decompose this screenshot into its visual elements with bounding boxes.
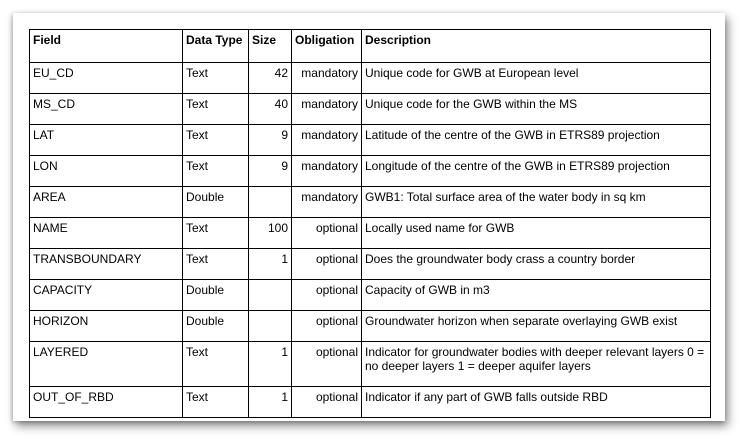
cell-field: OUT_OF_RBD xyxy=(30,387,183,418)
cell-description: Unique code for GWB at European level xyxy=(362,63,711,94)
table-row xyxy=(30,387,711,418)
cell-size: 40 xyxy=(249,94,292,125)
cell-size xyxy=(249,280,292,311)
header-field: Field xyxy=(30,30,183,63)
cell-description: GWB1: Total surface area of the water body in sq km xyxy=(362,187,711,218)
table-row xyxy=(30,63,711,94)
cell-obligation: mandatory xyxy=(292,63,362,94)
cell-obligation: mandatory xyxy=(292,94,362,125)
cell-obligation: optional xyxy=(292,280,362,311)
cell-data-type: Double xyxy=(183,280,249,311)
cell-size xyxy=(249,187,292,218)
cell-obligation: mandatory xyxy=(292,156,362,187)
cell-description: Unique code for the GWB within the MS xyxy=(362,94,711,125)
cell-field: MS_CD xyxy=(30,94,183,125)
header-description: Description xyxy=(362,30,711,63)
cell-obligation: optional xyxy=(292,311,362,342)
cell-field: AREA xyxy=(30,187,183,218)
cell-description: Locally used name for GWB xyxy=(362,218,711,249)
cell-field: NAME xyxy=(30,218,183,249)
cell-data-type: Double xyxy=(183,187,249,218)
cell-description: Groundwater horizon when separate overlaying GWB exist xyxy=(362,311,711,342)
cell-size: 9 xyxy=(249,125,292,156)
cell-description: Indicator if any part of GWB falls outside RBD xyxy=(362,387,711,418)
table-row xyxy=(30,218,711,249)
header-obligation: Obligation xyxy=(292,30,362,63)
table-row xyxy=(30,187,711,218)
cell-description: Does the groundwater body crass a country border xyxy=(362,249,711,280)
cell-description: Longitude of the centre of the GWB in ETRS89 projection xyxy=(362,156,711,187)
cell-data-type: Text xyxy=(183,387,249,418)
table-row xyxy=(30,311,711,342)
cell-size: 1 xyxy=(249,249,292,280)
cell-description: Latitude of the centre of the GWB in ETRS89 projection xyxy=(362,125,711,156)
table-row xyxy=(30,125,711,156)
cell-data-type: Text xyxy=(183,342,249,387)
cell-size: 42 xyxy=(249,63,292,94)
header-size: Size xyxy=(249,30,292,63)
table-row xyxy=(30,342,711,387)
cell-obligation: optional xyxy=(292,249,362,280)
cell-data-type: Text xyxy=(183,156,249,187)
cell-size xyxy=(249,311,292,342)
table-row xyxy=(30,156,711,187)
cell-obligation: optional xyxy=(292,218,362,249)
cell-size: 1 xyxy=(249,387,292,418)
cell-field: LON xyxy=(30,156,183,187)
cell-field: TRANSBOUNDARY xyxy=(30,249,183,280)
cell-obligation: optional xyxy=(292,387,362,418)
cell-field: LAYERED xyxy=(30,342,183,387)
cell-data-type: Text xyxy=(183,94,249,125)
cell-field: LAT xyxy=(30,125,183,156)
header-data-type: Data Type xyxy=(183,30,249,63)
cell-data-type: Text xyxy=(183,218,249,249)
cell-description: Capacity of GWB in m3 xyxy=(362,280,711,311)
cell-field: HORIZON xyxy=(30,311,183,342)
cell-obligation: mandatory xyxy=(292,125,362,156)
table-row xyxy=(30,280,711,311)
document-page xyxy=(13,13,725,421)
cell-size: 100 xyxy=(249,218,292,249)
cell-size: 9 xyxy=(249,156,292,187)
cell-obligation: optional xyxy=(292,342,362,387)
table-header-row xyxy=(30,30,711,63)
cell-size: 1 xyxy=(249,342,292,387)
cell-obligation: mandatory xyxy=(292,187,362,218)
table-row xyxy=(30,94,711,125)
cell-data-type: Text xyxy=(183,249,249,280)
cell-data-type: Double xyxy=(183,311,249,342)
table-row xyxy=(30,249,711,280)
cell-data-type: Text xyxy=(183,63,249,94)
cell-field: CAPACITY xyxy=(30,280,183,311)
cell-field: EU_CD xyxy=(30,63,183,94)
cell-data-type: Text xyxy=(183,125,249,156)
field-definition-table xyxy=(29,29,711,418)
cell-description: Indicator for groundwater bodies with deeper relevant layers 0 = no deeper layers 1 = deeper aquifer layers xyxy=(362,342,711,387)
